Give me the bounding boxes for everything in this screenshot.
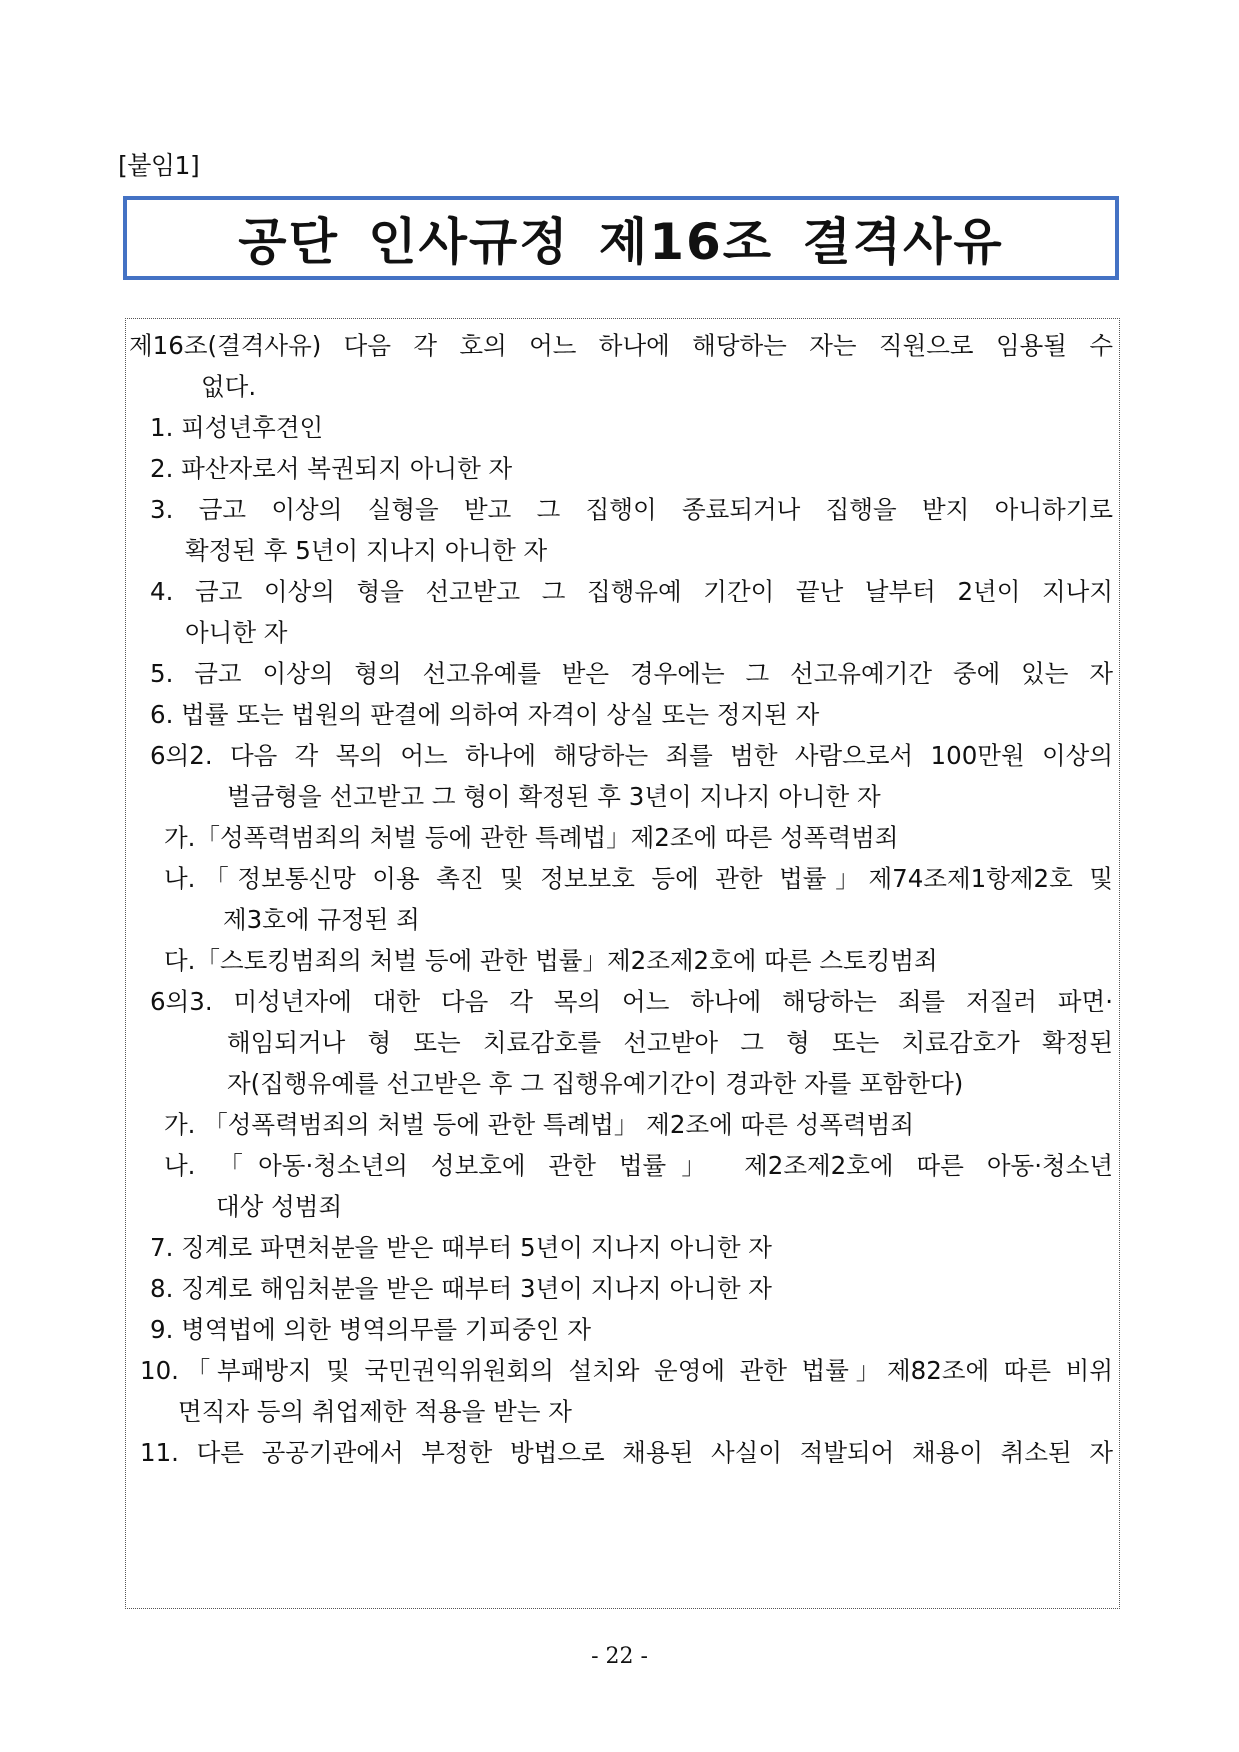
item-2: 2. 파산자로서 복권되지 아니한 자 — [150, 454, 513, 483]
page-title: 공단 인사규정 제16조 결격사유 — [238, 213, 1004, 271]
attachment-label: [붙임1] — [118, 151, 200, 180]
item-9: 9. 병역법에 의한 병역의무를 기피중인 자 — [150, 1315, 591, 1344]
item-6-2-cont: 벌금형을 선고받고 그 형이 확정된 후 3년이 지나지 아니한 자 — [227, 782, 881, 811]
clause-header: 제16조(결격사유) 다음 각 호의 어느 하나에 해당하는 자는 직원으로 임용될 수 — [129, 331, 1113, 360]
item-10-cont: 면직자 등의 취업제한 적용을 받는 자 — [178, 1397, 572, 1426]
item-6-2-na: 나.「정보통신망 이용 촉진 및 정보보호 등에 관한 법률」제74조제1항제2호 및 — [164, 864, 1113, 893]
item-4-cont: 아니한 자 — [185, 618, 288, 647]
item-6: 6. 법률 또는 법원의 판결에 의하여 자격이 상실 또는 정지된 자 — [150, 700, 820, 729]
item-6-3-ga: 가. 「성폭력범죄의 처벌 등에 관한 특례법」 제2조에 따른 성폭력범죄 — [164, 1110, 915, 1139]
regulation-text-box — [125, 318, 1120, 1609]
item-6-2: 6의2. 다음 각 목의 어느 하나에 해당하는 죄를 범한 사람으로서 100만원 이상의 — [150, 741, 1113, 770]
item-6-2-ga: 가.「성폭력범죄의 처벌 등에 관한 특례법」제2조에 따른 성폭력범죄 — [164, 823, 899, 852]
item-6-2-na-cont: 제3호에 규정된 죄 — [223, 905, 420, 934]
clause-header-cont: 없다. — [201, 372, 257, 401]
item-4: 4. 금고 이상의 형을 선고받고 그 집행유예 기간이 끝난 날부터 2년이 지나지 — [150, 577, 1113, 606]
page-number: - 22 - — [591, 1644, 648, 1669]
item-6-2-da: 다.「스토킹범죄의 처벌 등에 관한 법률」제2조제2호에 따른 스토킹범죄 — [164, 946, 938, 975]
item-6-3-cont-1: 해임되거나 형 또는 치료감호를 선고받아 그 형 또는 치료감호가 확정된 — [227, 1028, 1113, 1057]
item-3: 3. 금고 이상의 실형을 받고 그 집행이 종료되거나 집행을 받지 아니하기로 — [150, 495, 1113, 524]
item-6-3: 6의3. 미성년자에 대한 다음 각 목의 어느 하나에 해당하는 죄를 저질러 파면· — [150, 987, 1113, 1016]
item-6-3-cont-2: 자(집행유예를 선고받은 후 그 집행유예기간이 경과한 자를 포함한다) — [227, 1069, 964, 1098]
item-10: 10.「부패방지 및 국민권익위원회의 설치와 운영에 관한 법률」제82조에 따른 비위 — [140, 1356, 1113, 1385]
item-5: 5. 금고 이상의 형의 선고유예를 받은 경우에는 그 선고유예기간 중에 있는 자 — [150, 659, 1113, 688]
item-3-cont: 확정된 후 5년이 지나지 아니한 자 — [185, 536, 548, 565]
item-1: 1. 피성년후견인 — [150, 413, 324, 442]
item-8: 8. 징계로 해임처분을 받은 때부터 3년이 지나지 아니한 자 — [150, 1274, 772, 1303]
item-6-3-na: 나. 「아동·청소년의 성보호에 관한 법률」 제2조제2호에 따른 아동·청소년 — [164, 1151, 1113, 1180]
item-7: 7. 징계로 파면처분을 받은 때부터 5년이 지나지 아니한 자 — [150, 1233, 772, 1262]
title-box — [123, 196, 1119, 280]
item-11: 11. 다른 공공기관에서 부정한 방법으로 채용된 사실이 적발되어 채용이 취소된 자 — [140, 1438, 1113, 1467]
item-6-3-na-cont: 대상 성범죄 — [216, 1192, 343, 1221]
